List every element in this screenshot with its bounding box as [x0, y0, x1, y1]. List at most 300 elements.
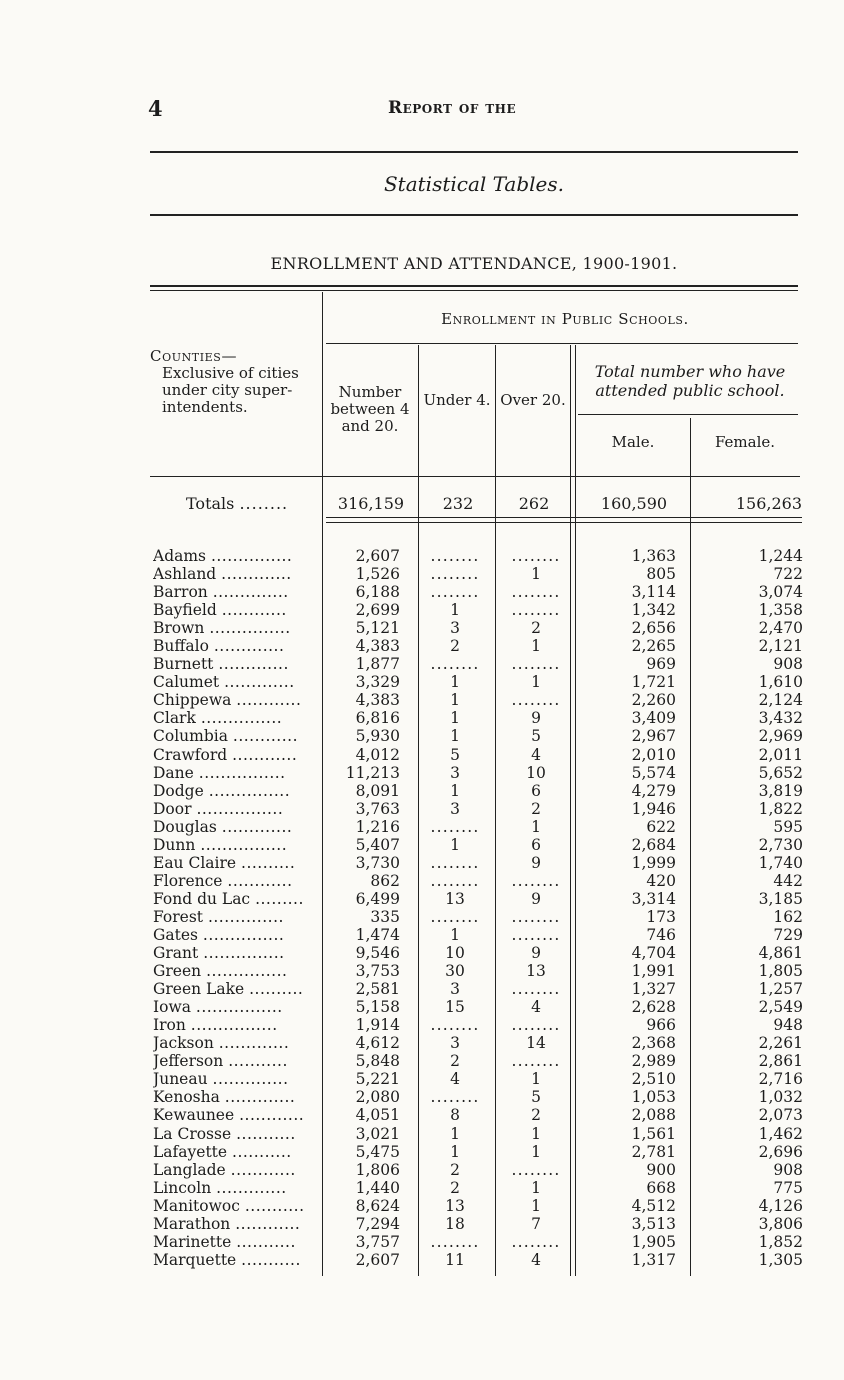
county-name: Lafayette ...........	[153, 1142, 292, 1161]
over-cell: ........	[511, 691, 561, 710]
county-name: Douglas .............	[153, 817, 293, 836]
under-cell: ........	[430, 853, 480, 872]
number-between-cell: 1,216	[355, 817, 400, 836]
under-cell: ........	[430, 655, 480, 674]
under-cell: 8	[450, 1106, 460, 1125]
county-name: Calumet .............	[153, 673, 295, 692]
number-between-cell: 8,091	[355, 781, 400, 800]
over-cell: 1	[531, 817, 541, 836]
number-between-cell: 3,730	[355, 853, 400, 872]
county-name: Marinette ...........	[153, 1232, 296, 1251]
county-name: Green ...............	[153, 962, 288, 981]
county-name: Iowa ................	[153, 998, 283, 1017]
totals-rule-1	[326, 517, 802, 518]
female-cell: 1,852	[758, 1232, 803, 1251]
over-cell: 2	[531, 1106, 541, 1125]
male-cell: 2,781	[631, 1142, 676, 1161]
female-cell: 2,011	[758, 745, 803, 764]
female-cell: 908	[773, 655, 803, 674]
table-row	[150, 1016, 810, 1034]
male-cell: 1,363	[631, 547, 676, 565]
over-cell: ........	[511, 1160, 561, 1179]
male-cell: 2,684	[631, 835, 676, 854]
female-cell: 595	[773, 817, 803, 836]
number-between-cell: 7,294	[355, 1214, 400, 1233]
under-cell: 1	[450, 925, 460, 944]
under-cell: ........	[430, 1232, 480, 1251]
over-cell: 2	[531, 619, 541, 638]
male-cell: 420	[646, 871, 676, 890]
enrollment-group-header: Enrollment in Public Schools.	[441, 310, 689, 328]
male-cell: 1,905	[631, 1232, 676, 1251]
county-rows	[150, 547, 810, 1269]
female-cell: 722	[773, 565, 803, 584]
under-cell: 2	[450, 1052, 460, 1071]
table-row	[150, 1088, 810, 1106]
male-cell: 746	[646, 925, 676, 944]
table-row	[150, 709, 810, 727]
male-cell: 1,999	[631, 853, 676, 872]
under-cell: ........	[430, 583, 480, 602]
number-between-cell: 4,612	[355, 1034, 400, 1053]
under-cell: ........	[430, 817, 480, 836]
counties-header	[150, 348, 322, 416]
number-between-cell: 2,699	[355, 601, 400, 620]
table-top-rule-2	[150, 290, 798, 291]
under-cell: ........	[430, 1016, 480, 1035]
county-name: La Crosse ...........	[153, 1124, 296, 1143]
over-cell: 13	[526, 962, 546, 981]
under-cell: 11	[445, 1250, 465, 1269]
county-name: Eau Claire ..........	[153, 853, 296, 872]
male-cell: 2,265	[631, 637, 676, 656]
under-cell: 1	[450, 601, 460, 620]
county-name: Iron ................	[153, 1016, 278, 1035]
table-row	[150, 764, 810, 782]
table-row	[150, 1215, 810, 1233]
county-name: Barron ..............	[153, 583, 289, 602]
table-row	[150, 547, 810, 565]
table-row	[150, 1052, 810, 1070]
over-cell: 1	[531, 565, 541, 584]
number-between-cell: 1,877	[355, 655, 400, 674]
rule-below-section	[150, 214, 798, 216]
female-cell: 4,126	[758, 1196, 803, 1215]
over-cell: 1	[531, 637, 541, 656]
table-row	[150, 691, 810, 709]
county-name: Marquette ...........	[153, 1250, 301, 1269]
male-cell: 2,260	[631, 691, 676, 710]
female-cell: 2,124	[758, 691, 803, 710]
over-cell: 9	[531, 944, 541, 963]
male-cell: 2,656	[631, 619, 676, 638]
over-cell: ........	[511, 1016, 561, 1035]
over-cell: 1	[531, 673, 541, 692]
number-between-cell: 1,440	[355, 1178, 400, 1197]
female-cell: 3,819	[758, 781, 803, 800]
male-cell: 173	[646, 907, 676, 926]
table-row	[150, 998, 810, 1016]
county-name: Green Lake ..........	[153, 980, 304, 999]
male-cell: 4,279	[631, 781, 676, 800]
over-cell: ........	[511, 583, 561, 602]
number-between-cell: 4,383	[355, 691, 400, 710]
over-cell: 4	[531, 745, 541, 764]
female-cell: 2,549	[758, 998, 803, 1017]
number-between-cell: 6,188	[355, 583, 400, 602]
female-cell: 1,244	[758, 547, 803, 565]
county-name: Gates ...............	[153, 925, 285, 944]
male-cell: 2,510	[631, 1070, 676, 1089]
number-between-cell: 3,329	[355, 673, 400, 692]
county-name: Buffalo .............	[153, 637, 285, 656]
under-cell: 1	[450, 673, 460, 692]
under-cell: ........	[430, 871, 480, 890]
counties-header-line4: intendents.	[162, 398, 248, 416]
male-cell: 1,342	[631, 601, 676, 620]
county-name: Jefferson ...........	[153, 1052, 288, 1071]
number-between-cell: 5,121	[355, 619, 400, 638]
number-between-cell: 1,526	[355, 565, 400, 584]
male-cell: 2,628	[631, 998, 676, 1017]
male-cell: 1,053	[631, 1088, 676, 1107]
under-cell: 2	[450, 1160, 460, 1179]
totals-number-between: 316,159	[337, 494, 405, 513]
male-cell: 1,327	[631, 980, 676, 999]
number-between-cell: 4,383	[355, 637, 400, 656]
number-between-cell: 5,848	[355, 1052, 400, 1071]
table-row	[150, 1197, 810, 1215]
county-name: Forest ..............	[153, 907, 284, 926]
male-cell: 1,991	[631, 962, 676, 981]
number-between-cell: 5,158	[355, 998, 400, 1017]
table-row	[150, 673, 810, 691]
table-row	[150, 872, 810, 890]
female-cell: 2,261	[758, 1034, 803, 1053]
table-row	[150, 1233, 810, 1251]
table-row	[150, 962, 810, 980]
male-cell: 969	[646, 655, 676, 674]
female-cell: 1,462	[758, 1124, 803, 1143]
male-cell: 900	[646, 1160, 676, 1179]
over-cell: ........	[511, 1232, 561, 1251]
female-cell: 2,073	[758, 1106, 803, 1125]
table-row	[150, 944, 810, 962]
table-row	[150, 1143, 810, 1161]
totals-leader: ........	[239, 494, 289, 513]
under-cell: 3	[450, 980, 460, 999]
female-cell: 2,716	[758, 1070, 803, 1089]
over-header: Over 20.	[500, 391, 566, 409]
female-cell: 2,470	[758, 619, 803, 638]
male-cell: 3,314	[631, 889, 676, 908]
female-cell: 3,074	[758, 583, 803, 602]
number-between-cell: 6,499	[355, 889, 400, 908]
over-cell: 9	[531, 853, 541, 872]
over-cell: 7	[531, 1214, 541, 1233]
table-row	[150, 926, 810, 944]
male-cell: 1,561	[631, 1124, 676, 1143]
over-cell: 6	[531, 835, 541, 854]
county-name: Florence ............	[153, 871, 293, 890]
section-title: Statistical Tables.	[383, 172, 565, 196]
under-cell: 3	[450, 799, 460, 818]
number-between-cell: 1,806	[355, 1160, 400, 1179]
under-cell: 3	[450, 619, 460, 638]
county-name: Adams ...............	[153, 547, 293, 565]
totals-under: 232	[442, 494, 474, 513]
under-cell: 1	[450, 727, 460, 746]
over-cell: ........	[511, 547, 561, 565]
female-cell: 2,121	[758, 637, 803, 656]
over-cell: ........	[511, 925, 561, 944]
totals-male: 160,590	[600, 494, 668, 513]
under-cell: 3	[450, 763, 460, 782]
female-header: Female.	[714, 433, 776, 451]
group-header-rule	[326, 343, 798, 344]
over-cell: 4	[531, 998, 541, 1017]
female-cell: 1,257	[758, 980, 803, 999]
table-title: ENROLLMENT AND ATTENDANCE, 1900-1901.	[270, 254, 678, 273]
counties-header-line3: under city super-	[162, 381, 293, 399]
table-row	[150, 583, 810, 601]
county-name: Langlade ............	[153, 1160, 296, 1179]
female-cell: 729	[773, 925, 803, 944]
male-header: Male.	[611, 433, 655, 451]
over-cell: ........	[511, 907, 561, 926]
running-head: Report of the	[388, 98, 517, 118]
county-name: Chippewa ............	[153, 691, 302, 710]
table-row	[150, 854, 810, 872]
under-cell: ........	[430, 907, 480, 926]
male-cell: 1,946	[631, 799, 676, 818]
under-cell: ........	[430, 1088, 480, 1107]
table-row	[150, 727, 810, 745]
under-cell: 1	[450, 709, 460, 728]
under-cell: 5	[450, 745, 460, 764]
totals-female: 156,263	[735, 494, 802, 513]
over-cell: 1	[531, 1142, 541, 1161]
under-cell: 4	[450, 1070, 460, 1089]
female-cell: 2,861	[758, 1052, 803, 1071]
over-cell: 1	[531, 1196, 541, 1215]
under-cell: 10	[445, 944, 465, 963]
female-cell: 5,652	[758, 763, 803, 782]
county-name: Marathon ............	[153, 1214, 301, 1233]
female-cell: 3,806	[758, 1214, 803, 1233]
attended-header-rule	[578, 414, 798, 415]
male-cell: 668	[646, 1178, 676, 1197]
number-between-cell: 4,051	[355, 1106, 400, 1125]
table-row	[150, 1179, 810, 1197]
totals-label	[186, 494, 288, 513]
over-cell: 2	[531, 799, 541, 818]
table-row	[150, 1034, 810, 1052]
female-cell: 1,805	[758, 962, 803, 981]
counties-header-line1: Counties—	[150, 347, 238, 365]
table-row	[150, 637, 810, 655]
county-name: Manitowoc ...........	[153, 1196, 305, 1215]
table-row	[150, 1106, 810, 1124]
number-between-cell: 3,021	[355, 1124, 400, 1143]
female-cell: 3,185	[758, 889, 803, 908]
male-cell: 3,114	[631, 583, 676, 602]
table-row	[150, 601, 810, 619]
over-cell: 5	[531, 1088, 541, 1107]
under-cell: ........	[430, 565, 480, 584]
male-cell: 1,317	[631, 1250, 676, 1269]
county-name: Juneau ..............	[153, 1070, 289, 1089]
male-cell: 2,368	[631, 1034, 676, 1053]
number-between-cell: 3,763	[355, 799, 400, 818]
table-row	[150, 619, 810, 637]
female-cell: 2,730	[758, 835, 803, 854]
over-cell: 9	[531, 709, 541, 728]
over-cell: ........	[511, 655, 561, 674]
number-between-cell: 862	[370, 871, 400, 890]
table-row	[150, 655, 810, 673]
female-cell: 162	[773, 907, 803, 926]
table-row	[150, 565, 810, 583]
county-name: Lincoln .............	[153, 1178, 287, 1197]
county-name: Grant ...............	[153, 944, 285, 963]
attended-header: Total number who have attended public school.	[594, 362, 786, 400]
female-cell: 4,861	[758, 944, 803, 963]
female-cell: 442	[773, 871, 803, 890]
number-between-cell: 335	[370, 907, 400, 926]
under-cell: 2	[450, 1178, 460, 1197]
female-cell: 1,740	[758, 853, 803, 872]
county-name: Dunn ................	[153, 835, 288, 854]
table-row	[150, 800, 810, 818]
number-between-cell: 5,407	[355, 835, 400, 854]
county-name: Burnett .............	[153, 655, 289, 674]
number-between-cell: 4,012	[355, 745, 400, 764]
table-row	[150, 782, 810, 800]
over-cell: 10	[526, 763, 546, 782]
over-cell: 1	[531, 1124, 541, 1143]
over-cell: 14	[526, 1034, 546, 1053]
county-name: Columbia ............	[153, 727, 299, 746]
male-cell: 4,704	[631, 944, 676, 963]
number-between-cell: 2,581	[355, 980, 400, 999]
table-row	[150, 980, 810, 998]
county-name: Brown ...............	[153, 619, 291, 638]
female-cell: 3,432	[758, 709, 803, 728]
female-cell: 908	[773, 1160, 803, 1179]
number-between-cell: 2,607	[355, 547, 400, 565]
number-between-cell: 9,546	[355, 944, 400, 963]
over-cell: 4	[531, 1250, 541, 1269]
county-name: Bayfield ............	[153, 601, 287, 620]
under-cell: 1	[450, 1124, 460, 1143]
county-name: Dane ................	[153, 763, 286, 782]
under-cell: ........	[430, 547, 480, 565]
female-cell: 1,610	[758, 673, 803, 692]
county-name: Door ................	[153, 799, 284, 818]
table-top-rule-1	[150, 285, 798, 287]
totals-over: 262	[518, 494, 550, 513]
number-between-cell: 6,816	[355, 709, 400, 728]
county-name: Ashland .............	[153, 565, 292, 584]
number-between-cell: 1,914	[355, 1016, 400, 1035]
under-header: Under 4.	[423, 391, 491, 409]
male-cell: 1,721	[631, 673, 676, 692]
table-row	[150, 1161, 810, 1179]
number-between-cell: 5,475	[355, 1142, 400, 1161]
under-cell: 15	[445, 998, 465, 1017]
county-name: Clark ...............	[153, 709, 283, 728]
under-cell: 2	[450, 637, 460, 656]
header-bottom-rule	[150, 476, 800, 477]
county-name: Dodge ...............	[153, 781, 291, 800]
table-row	[150, 746, 810, 764]
table-row	[150, 1251, 810, 1269]
over-cell: ........	[511, 601, 561, 620]
male-cell: 4,512	[631, 1196, 676, 1215]
under-cell: 30	[445, 962, 465, 981]
under-cell: 13	[445, 889, 465, 908]
male-cell: 3,513	[631, 1214, 676, 1233]
county-name: Fond du Lac .........	[153, 889, 304, 908]
page-number: 4	[148, 96, 163, 121]
under-cell: 3	[450, 1034, 460, 1053]
under-cell: 18	[445, 1214, 465, 1233]
over-cell: 5	[531, 727, 541, 746]
female-cell: 2,696	[758, 1142, 803, 1161]
rule-top	[150, 151, 798, 153]
female-cell: 1,822	[758, 799, 803, 818]
over-cell: 1	[531, 1070, 541, 1089]
county-name: Jackson .............	[153, 1034, 290, 1053]
under-cell: 13	[445, 1196, 465, 1215]
male-cell: 3,409	[631, 709, 676, 728]
number-between-cell: 11,213	[345, 763, 400, 782]
over-cell: 6	[531, 781, 541, 800]
female-cell: 1,305	[758, 1250, 803, 1269]
table-row	[150, 890, 810, 908]
male-cell: 5,574	[631, 763, 676, 782]
over-cell: ........	[511, 871, 561, 890]
male-cell: 2,989	[631, 1052, 676, 1071]
under-cell: 1	[450, 835, 460, 854]
number-between-header: Number between 4 and 20.	[330, 383, 410, 435]
number-between-cell: 2,607	[355, 1250, 400, 1269]
over-cell: ........	[511, 1052, 561, 1071]
male-cell: 2,967	[631, 727, 676, 746]
number-between-cell: 1,474	[355, 925, 400, 944]
under-cell: 1	[450, 1142, 460, 1161]
under-cell: 1	[450, 691, 460, 710]
over-cell: ........	[511, 980, 561, 999]
number-between-cell: 3,753	[355, 962, 400, 981]
county-name: Kewaunee ............	[153, 1106, 305, 1125]
under-cell: 1	[450, 781, 460, 800]
number-between-cell: 8,624	[355, 1196, 400, 1215]
male-cell: 2,088	[631, 1106, 676, 1125]
counties-header-line2: Exclusive of cities	[162, 364, 299, 382]
female-cell: 775	[773, 1178, 803, 1197]
county-name: Crawford ............	[153, 745, 298, 764]
over-cell: 9	[531, 889, 541, 908]
number-between-cell: 2,080	[355, 1088, 400, 1107]
number-between-cell: 5,221	[355, 1070, 400, 1089]
table-row	[150, 818, 810, 836]
female-cell: 1,032	[758, 1088, 803, 1107]
male-cell: 966	[646, 1016, 676, 1035]
male-cell: 2,010	[631, 745, 676, 764]
male-cell: 622	[646, 817, 676, 836]
